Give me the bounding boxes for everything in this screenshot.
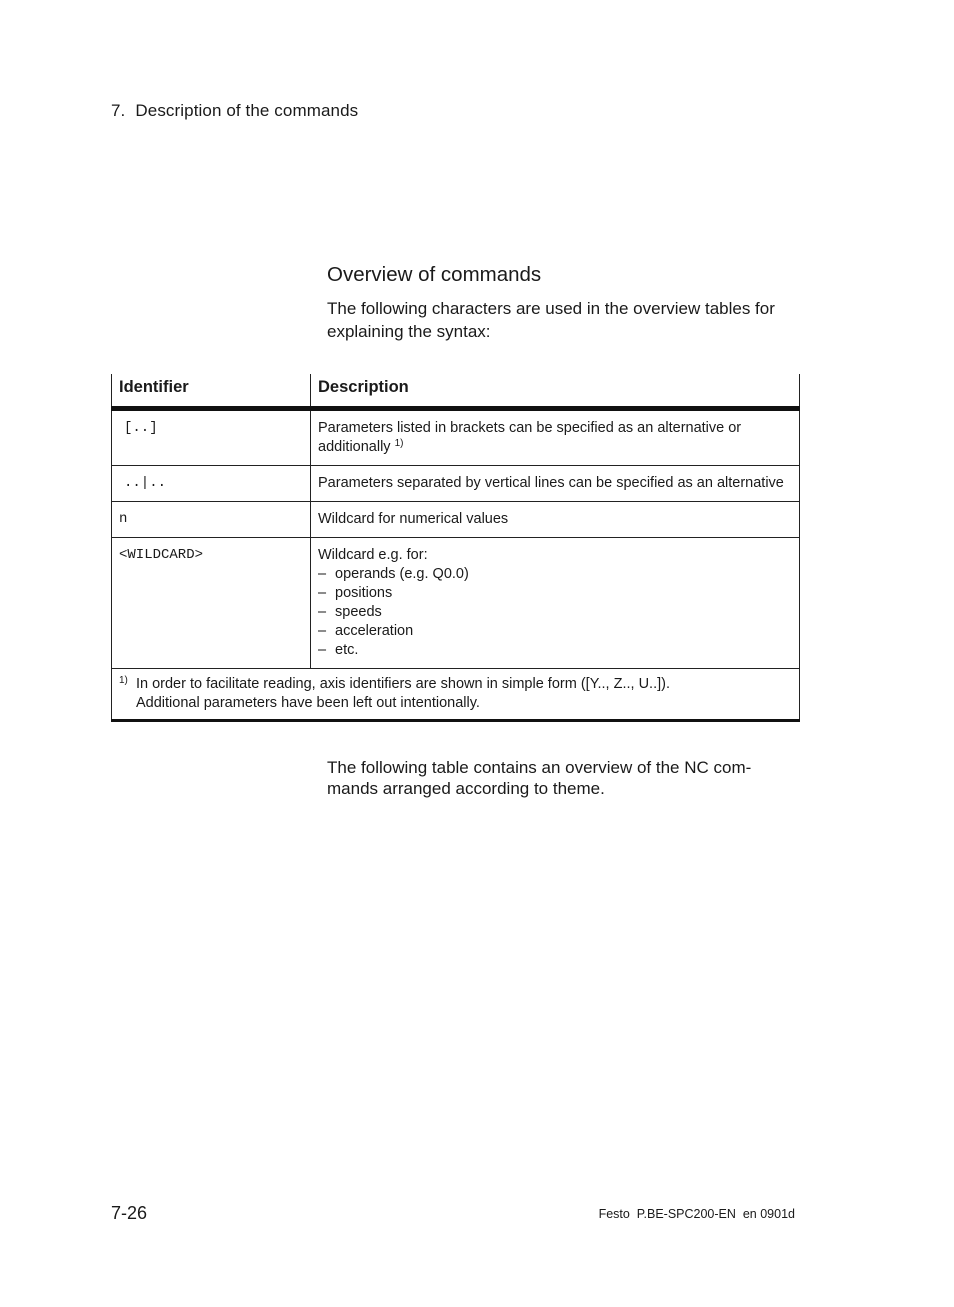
footnote-line-1: $^{1)}$ In order to facilitate reading, axis identifiers are shown in simple form ([Y.., Z.., U..]). [119, 675, 670, 692]
document-reference: Festo P.BE-SPC200-EN en 0901d [598, 1207, 795, 1221]
column-header-description: Description [311, 374, 800, 409]
footnote-reference: 1) [394, 438, 404, 449]
description-text: Wildcard e.g. for: [318, 547, 428, 563]
list-item: – acceleration [318, 623, 414, 639]
chapter-number: 7. [111, 101, 126, 120]
table-header-row [112, 374, 800, 409]
table-row [112, 409, 800, 466]
page-number: 7-26 [111, 1203, 148, 1223]
syntax-table [111, 374, 800, 722]
identifier-cell: ..|.. [112, 466, 311, 502]
list-item: – etc. [318, 642, 359, 658]
column-header-identifier: Identifier [112, 374, 311, 409]
footnote-row [112, 669, 800, 721]
identifier-cell: n [112, 502, 311, 538]
list-item: – operands (e.g. Q0.0) [318, 566, 469, 582]
footnote-marker: 1) [119, 675, 128, 686]
table-row [112, 502, 800, 538]
intro-paragraph: The following characters are used in the overview tables for explaining the syntax: [327, 299, 775, 341]
list-item: – speeds [318, 604, 382, 620]
description-text: Parameters listed in brackets can be specified as an alternative or additionally [318, 420, 742, 455]
outro-paragraph: The following table contains an overview of the NC com- mands arranged according to theme. [327, 758, 752, 798]
chapter-title: Description of the commands [135, 101, 359, 120]
table-row [112, 466, 800, 502]
description-cell [311, 409, 800, 466]
list-item: – positions [318, 585, 393, 601]
identifier-cell: <WILDCARD> [112, 538, 311, 669]
description-cell [311, 538, 800, 669]
table-row [112, 538, 800, 669]
identifier-cell: [..] [112, 409, 311, 466]
running-header [111, 101, 358, 121]
section-title: Overview of commands [327, 263, 542, 286]
description-cell: Wildcard for numerical values [311, 502, 800, 538]
footnote-line-2: Additional parameters have been left out intentionally. [136, 695, 480, 711]
description-cell: Parameters separated by vertical lines can be specified as an alternative [311, 466, 800, 502]
footnote-cell [112, 669, 800, 721]
